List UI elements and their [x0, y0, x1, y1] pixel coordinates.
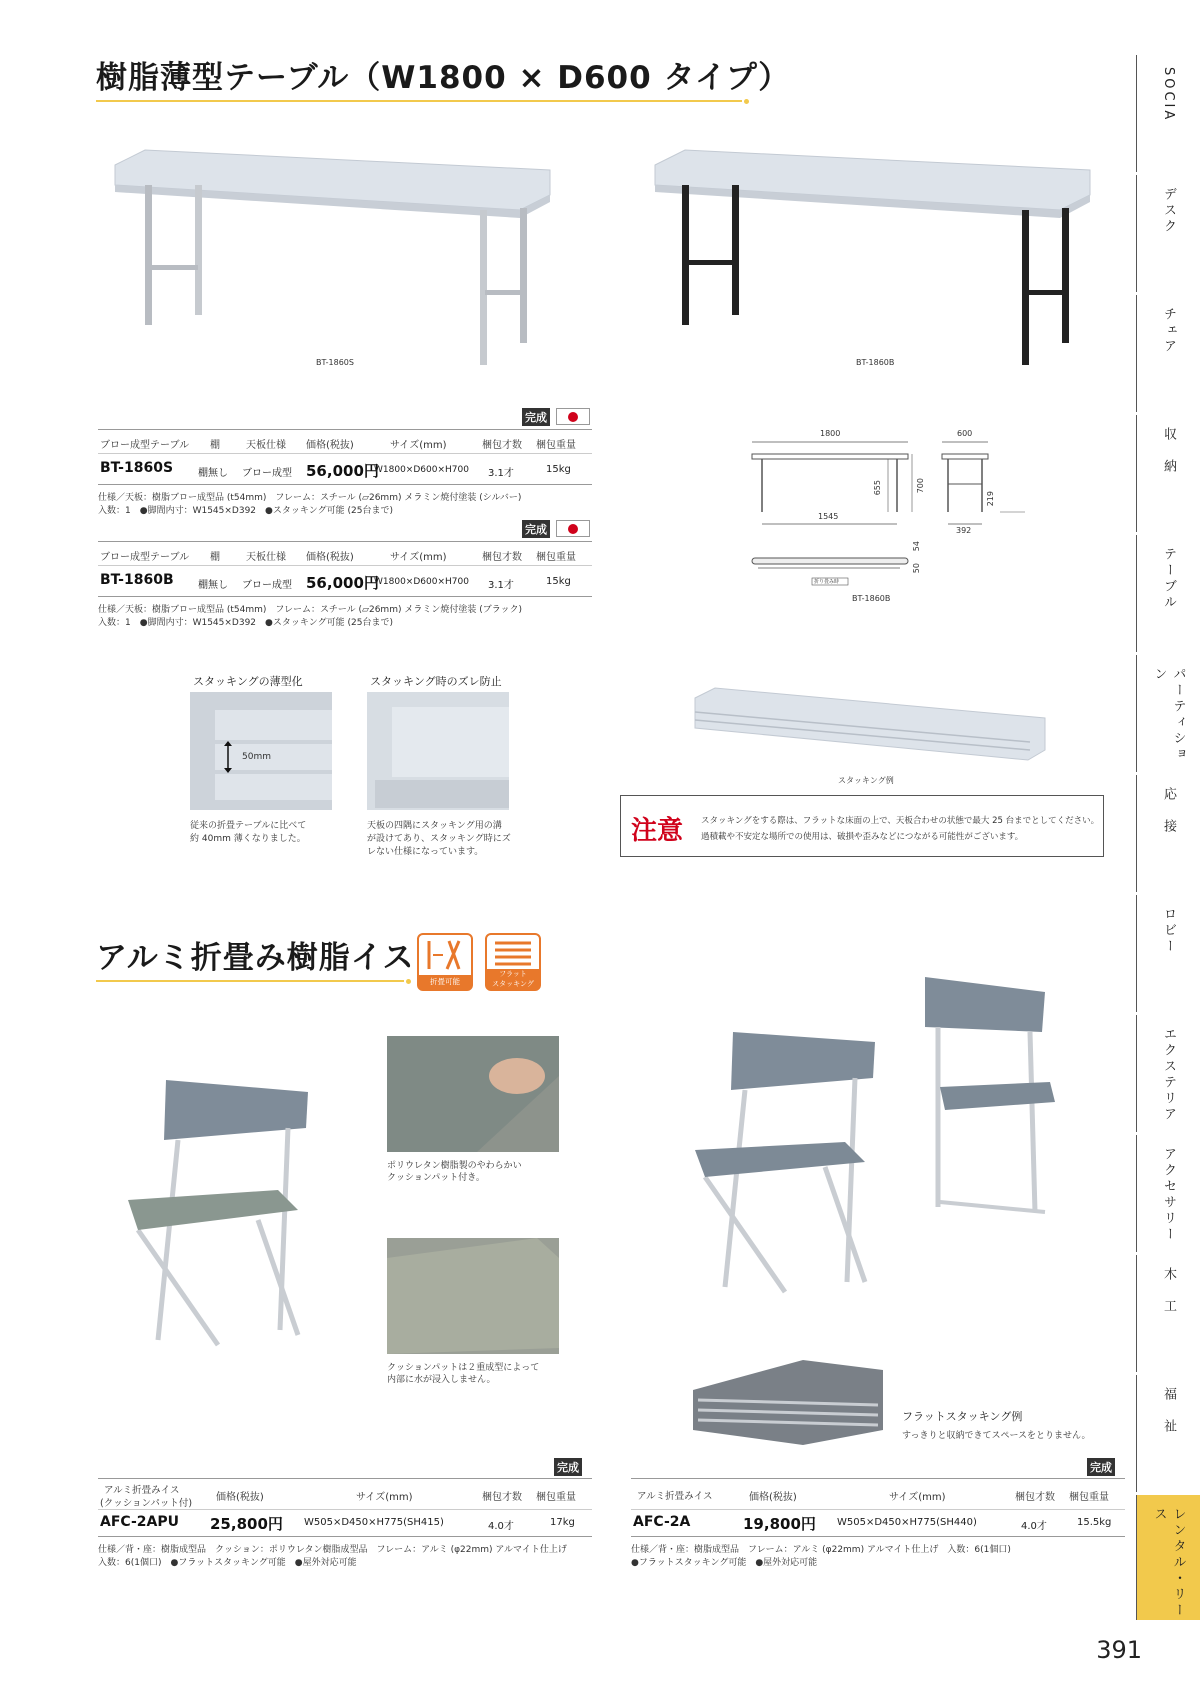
shelf-value: 棚無し: [198, 468, 228, 479]
sidebar-item-label: パーティション: [1151, 667, 1186, 763]
col-header-price: 価格(税抜): [306, 440, 354, 451]
sidebar-item-label: テーブル: [1161, 547, 1176, 611]
col-header-volume: 梱包才数: [1015, 1492, 1055, 1503]
detail-photo-waterproof: [387, 1238, 559, 1354]
sidebar-item-partition[interactable]: [1136, 655, 1200, 772]
feature-title-antislip: スタッキング時のズレ防止: [370, 675, 502, 688]
folded-label: 折り畳み時: [814, 579, 840, 585]
foldable-label: 折畳可能: [419, 975, 471, 989]
col-header-size: サイズ(mm): [390, 440, 447, 451]
shelf-value: 棚無し: [198, 580, 228, 591]
top-value: ブロー成型: [242, 580, 292, 591]
spec-line-1: 仕様／天板：樹脂ブロー成型品 (t54mm) フレーム：スチール (▱26mm) メラミン焼付塗装 (ブラック): [98, 605, 523, 615]
col-header-weight: 梱包重量: [536, 552, 576, 563]
dim-leg-height: 219: [986, 491, 995, 507]
sidebar-item-accessory[interactable]: [1136, 1135, 1200, 1252]
spec-line-2: 入数：1 ●脚間内寸：W1545×D392 ●スタッキング可能 (25台まで): [98, 618, 393, 628]
size-value: W505×D450×H775(SH415): [304, 1517, 444, 1528]
col-header-price: 価格(税抜): [749, 1492, 797, 1503]
detail-caption: クッションパットは２重成型によって: [387, 1363, 540, 1373]
dim-height-700: 700: [916, 478, 925, 494]
sidebar-item-label: 応 接: [1161, 787, 1176, 835]
notice-line-2: 過積載や不安定な場所での使用は、破損や歪みなどにつながる可能性がございます。: [701, 832, 1024, 842]
sidebar-item-reception[interactable]: [1136, 775, 1200, 892]
flat-stacking-caption: すっきりと収納できてスペースをとりません。: [902, 1431, 1091, 1441]
col-header-shelf: 棚: [210, 440, 220, 451]
feature-caption: 従来の折畳テーブルに比べて: [190, 821, 307, 831]
notice-line-1: スタッキングをする際は、フラットな床面の上で、天板合わせの状態で最大 25 台までとしてください。: [701, 816, 1100, 826]
dim-inner-depth: 392: [956, 526, 972, 535]
size-value: W1800×D600×H700: [374, 465, 469, 475]
sidebar-item-label: デスク: [1161, 187, 1176, 235]
weight-value: 15kg: [546, 464, 571, 475]
col-header-size: サイズ(mm): [356, 1492, 413, 1503]
sidebar-item-lobby[interactable]: [1136, 895, 1200, 1012]
complete-badge: 完成: [522, 408, 550, 426]
flat-stacking-title: フラットスタッキング例: [902, 1410, 1023, 1423]
volume-value: 4.0才: [488, 1521, 514, 1532]
detail-caption: 内部に水が浸入しません。: [387, 1375, 496, 1385]
weight-value: 15.5kg: [1077, 1517, 1112, 1528]
title-underline-dot: [406, 979, 411, 984]
detail-caption: クッションパット付き。: [387, 1173, 485, 1183]
feature-caption: 約 40mm 薄くなりました。: [190, 834, 306, 844]
model-number: AFC-2A: [633, 1514, 691, 1530]
dim-depth: 600: [957, 429, 973, 438]
page-number: 391: [1096, 1636, 1142, 1664]
sidebar-item-welfare[interactable]: [1136, 1375, 1200, 1492]
notice-box: [620, 795, 1104, 857]
notice-label: 注意: [631, 816, 684, 846]
flat-stacking-label-1: フラット: [499, 970, 527, 978]
col-header-weight: 梱包重量: [1069, 1492, 1109, 1503]
sidebar-item-label: アクセサリー: [1161, 1147, 1176, 1243]
flat-stacking-label: [487, 969, 539, 989]
spec-line-2: 入数：6(1個口) ●フラットスタッキング可能 ●屋外対応可能: [98, 1558, 357, 1568]
table-photo-black: [650, 140, 1100, 380]
feature-photo-antislip: [367, 692, 509, 810]
dim-thickness-2: 54: [912, 541, 921, 552]
price: 25,800円: [210, 1515, 283, 1533]
col-header-weight: 梱包重量: [536, 440, 576, 451]
model-number: BT-1860S: [100, 460, 174, 476]
foldable-icon: [417, 933, 473, 991]
size-value: W1800×D600×H700: [374, 577, 469, 587]
col-header-shelf: 棚: [210, 552, 220, 563]
japan-flag-icon: [556, 520, 590, 537]
title-underline: [96, 980, 404, 982]
section-title-table: 樹脂薄型テーブル（W1800 × D600 タイプ）: [96, 60, 791, 96]
sidebar-item-chair[interactable]: [1136, 295, 1200, 412]
stack-caption: スタッキング例: [838, 776, 894, 785]
chair-name: アルミ折畳みイス: [637, 1491, 713, 1502]
sidebar-item-rental[interactable]: [1136, 1495, 1200, 1620]
col-header-type: ブロー成型テーブル: [100, 552, 190, 563]
volume-value: 3.1才: [488, 468, 514, 479]
complete-badge: 完成: [522, 520, 550, 538]
feature-caption: 天板の四隅にスタッキング用の溝: [367, 821, 502, 831]
sidebar-item-label: 収 納: [1161, 427, 1176, 475]
sidebar-item-woodwork[interactable]: [1136, 1255, 1200, 1372]
col-header-size: サイズ(mm): [390, 552, 447, 563]
weight-value: 17kg: [550, 1517, 575, 1528]
col-header-price: 価格(税抜): [216, 1492, 264, 1503]
sidebar-item-socia[interactable]: [1136, 55, 1200, 172]
spec-line-2: ●フラットスタッキング可能 ●屋外対応可能: [631, 1558, 818, 1568]
flat-stacking-photo: [683, 1350, 893, 1452]
complete-badge: 完成: [1087, 1458, 1115, 1476]
col-header-volume: 梱包才数: [482, 440, 522, 451]
col-header-type: ブロー成型テーブル: [100, 440, 190, 451]
price: 19,800円: [743, 1515, 816, 1533]
category-sidebar: [1136, 55, 1200, 1620]
chair-photo-back-view: [920, 972, 1090, 1224]
feature-dim-label: 50mm: [242, 752, 271, 762]
diagram-model: BT-1860B: [852, 594, 891, 603]
col-header-size: サイズ(mm): [889, 1492, 946, 1503]
volume-value: 4.0才: [1021, 1521, 1047, 1532]
flat-stacking-label-2: スタッキング: [492, 980, 534, 988]
feature-caption: が設けてあり、スタッキング時にズ: [367, 834, 511, 844]
stacked-tables-photo: [690, 680, 1050, 780]
spec-line-1: 仕様／天板：樹脂ブロー成型品 (t54mm) フレーム：スチール (▱26mm) メラミン焼付塗装 (シルバー): [98, 493, 522, 503]
japan-flag-icon: [556, 408, 590, 425]
table-photo-silver: [110, 140, 560, 380]
model-number: AFC-2APU: [100, 1514, 180, 1530]
spec-line-1: 仕様／背・座：樹脂成型品 フレーム：アルミ (φ22mm) アルマイト仕上げ 入数：6(1個口): [631, 1545, 1011, 1555]
sidebar-item-label: SOCIA: [1161, 67, 1176, 123]
detail-photo-cushion: [387, 1036, 559, 1152]
volume-value: 3.1才: [488, 580, 514, 591]
sidebar-item-label: レンタル・リース: [1151, 1507, 1186, 1619]
photo-label-silver: BT-1860S: [316, 358, 354, 367]
title-underline-dot: [744, 99, 749, 104]
col-header-volume: 梱包才数: [482, 552, 522, 563]
sidebar-item-label: 木 工: [1161, 1267, 1176, 1315]
dim-height-655: 655: [873, 480, 882, 496]
col-header-top: 天板仕様: [246, 440, 286, 451]
flat-stacking-icon: [485, 933, 541, 991]
size-value: W505×D450×H775(SH440): [837, 1517, 977, 1528]
chair-name-sub: (クッションパット付): [100, 1498, 193, 1509]
weight-value: 15kg: [546, 576, 571, 587]
section-title-chair: アルミ折畳み樹脂イス: [96, 940, 415, 976]
sidebar-item-storage[interactable]: [1136, 415, 1200, 532]
feature-photo-thin: [190, 692, 332, 810]
chair-photo-cushion: [108, 1060, 323, 1360]
col-header-top: 天板仕様: [246, 552, 286, 563]
chair-name: アルミ折畳みイス: [104, 1485, 180, 1496]
col-header-price: 価格(税抜): [306, 552, 354, 563]
dim-thickness: 50: [912, 563, 921, 574]
sidebar-item-label: エクステリア: [1161, 1027, 1176, 1123]
price: 56,000円: [306, 462, 379, 480]
feature-title-thin: スタッキングの薄型化: [193, 675, 303, 688]
dimension-diagram: [740, 428, 1040, 608]
title-underline: [96, 100, 742, 102]
dim-width: 1800: [820, 429, 841, 438]
feature-caption: レない仕様になっています。: [367, 847, 484, 857]
price: 56,000円: [306, 574, 379, 592]
spec-line-2: 入数：1 ●脚間内寸：W1545×D392 ●スタッキング可能 (25台まで): [98, 506, 393, 516]
sidebar-item-table[interactable]: [1136, 535, 1200, 652]
chair-photo-standard: [675, 1012, 890, 1297]
dim-inner-width: 1545: [818, 512, 839, 521]
spec-line-1: 仕様／背・座：樹脂成型品 クッション：ポリウレタン樹脂成型品 フレーム：アルミ (φ22mm) アルマイト仕上げ: [98, 1545, 567, 1555]
sidebar-item-label: ロビー: [1161, 907, 1176, 955]
sidebar-item-exterior[interactable]: [1136, 1015, 1200, 1132]
sidebar-item-label: 福 祉: [1161, 1387, 1176, 1435]
model-number: BT-1860B: [100, 572, 174, 588]
col-header-volume: 梱包才数: [482, 1492, 522, 1503]
complete-badge: 完成: [554, 1458, 582, 1476]
top-value: ブロー成型: [242, 468, 292, 479]
sidebar-item-label: チェア: [1161, 307, 1176, 355]
detail-caption: ポリウレタン樹脂製のやわらかい: [387, 1161, 522, 1171]
sidebar-item-desk[interactable]: [1136, 175, 1200, 292]
photo-label-black: BT-1860B: [856, 358, 895, 367]
col-header-weight: 梱包重量: [536, 1492, 576, 1503]
